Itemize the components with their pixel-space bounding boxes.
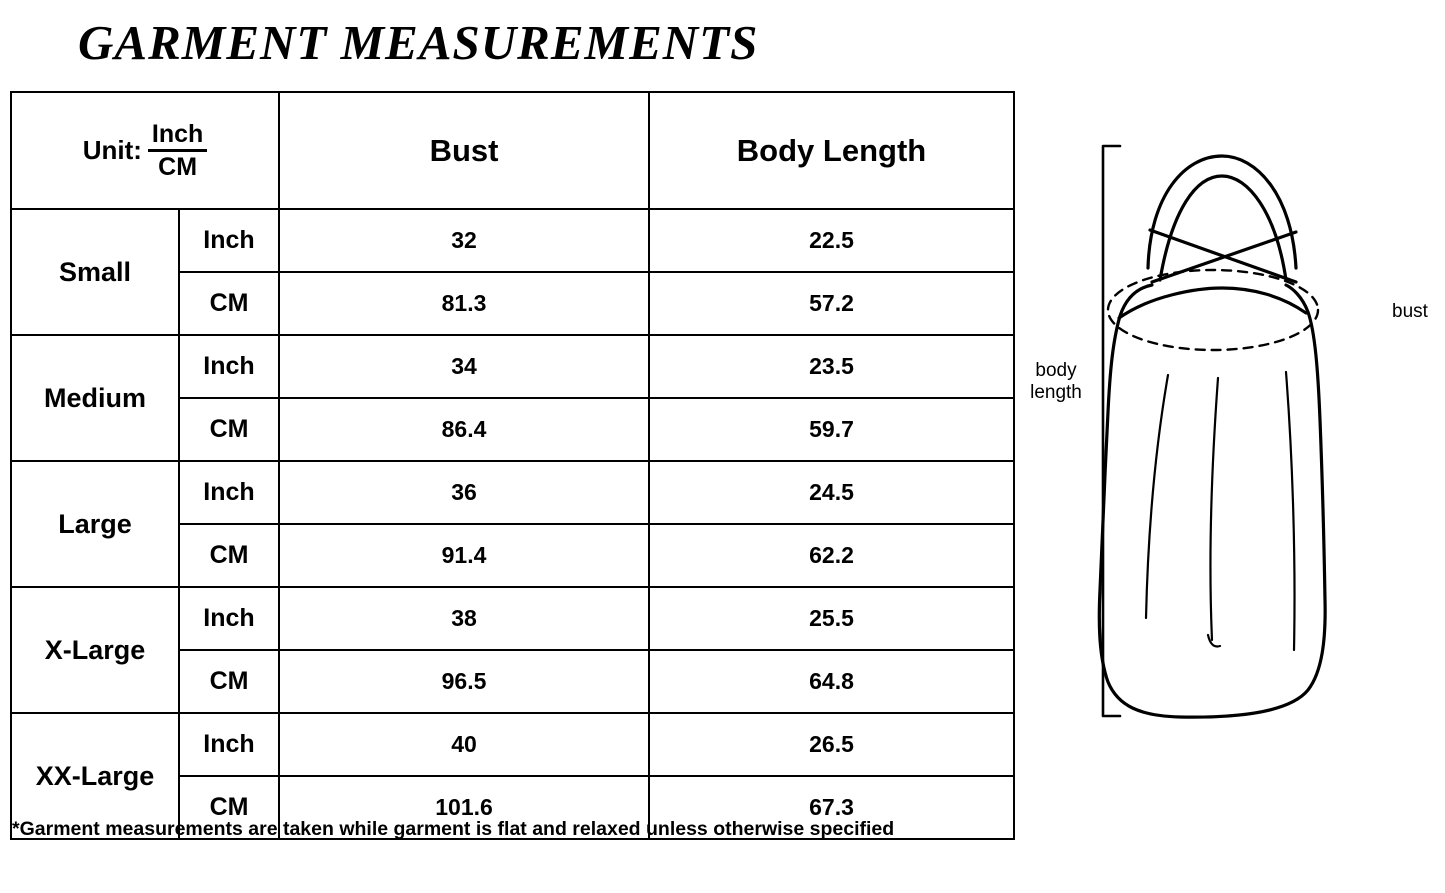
unit-label-cm: CM [179,524,279,587]
size-label-small: Small [11,209,179,335]
cell-bust-xx-large-inch: 40 [279,713,649,776]
body-length-label-line2: length [1030,381,1082,403]
measurements-table [10,91,1015,840]
cell-body-length-x-large-cm: 64.8 [649,650,1014,713]
table-row [11,209,1014,272]
cell-body-length-medium-cm: 59.7 [649,398,1014,461]
table-row [11,461,1014,524]
body-length-label-line1: body [1035,360,1077,381]
bust-label: bust [1392,301,1428,322]
cell-bust-small-cm: 81.3 [279,272,649,335]
size-label-x-large: X-Large [11,587,179,713]
cell-body-length-small-cm: 57.2 [649,272,1014,335]
cell-bust-medium-inch: 34 [279,335,649,398]
cell-bust-medium-cm: 86.4 [279,398,649,461]
unit-label-inch: Inch [179,587,279,650]
cell-body-length-xx-large-cm: 67.3 [649,776,1014,839]
size-label-large: Large [11,461,179,587]
drape-line-left [1146,375,1168,618]
size-label-medium: Medium [11,335,179,461]
cell-body-length-xx-large-inch: 26.5 [649,713,1014,776]
table-row [11,713,1014,776]
cell-bust-xx-large-cm: 101.6 [279,776,649,839]
size-label-xx-large: XX-Large [11,713,179,839]
cell-bust-large-cm: 91.4 [279,524,649,587]
cell-body-length-medium-inch: 23.5 [649,335,1014,398]
garment-illustration [1000,120,1445,750]
unit-fraction-denominator: CM [158,153,198,181]
unit-fraction [148,121,207,181]
cell-body-length-large-cm: 62.2 [649,524,1014,587]
table-row [11,587,1014,650]
footnote: *Garment measurements are taken while garment is flat and relaxed unless otherwise specified [12,818,895,840]
cell-bust-large-inch: 36 [279,461,649,524]
strap-outer-right [1160,176,1286,280]
drape-hook-center [1208,635,1220,647]
measurements-table-wrapper [10,91,1013,840]
unit-label-inch: Inch [179,335,279,398]
cell-bust-x-large-inch: 38 [279,587,649,650]
strap-outer-left [1148,156,1296,268]
unit-label-cm: CM [179,272,279,335]
table-row [11,335,1014,398]
page-title: GARMENT MEASUREMENTS [78,15,759,70]
unit-header-cell [11,92,279,209]
unit-label-inch: Inch [179,713,279,776]
bust-seam-top [1119,288,1306,318]
unit-word-label: Unit: [82,135,142,165]
cell-bust-x-large-cm: 96.5 [279,650,649,713]
cell-body-length-small-inch: 22.5 [649,209,1014,272]
unit-label-inch: Inch [179,461,279,524]
unit-label-cm: CM [179,398,279,461]
column-header-bust: Bust [279,92,649,209]
drape-line-right [1286,372,1295,650]
garment-diagram-svg [1000,120,1445,750]
cell-bust-small-inch: 32 [279,209,649,272]
drape-line-center [1210,378,1218,640]
body-length-label [1017,360,1095,404]
unit-label-cm: CM [179,776,279,839]
column-header-body-length: Body Length [649,92,1014,209]
bust-measure-ellipse [1108,270,1318,350]
cell-body-length-large-inch: 24.5 [649,461,1014,524]
unit-fraction-numerator: Inch [151,119,204,148]
unit-label-cm: CM [179,650,279,713]
cell-body-length-x-large-inch: 25.5 [649,587,1014,650]
table-header-row [11,92,1014,209]
unit-label-inch: Inch [179,209,279,272]
